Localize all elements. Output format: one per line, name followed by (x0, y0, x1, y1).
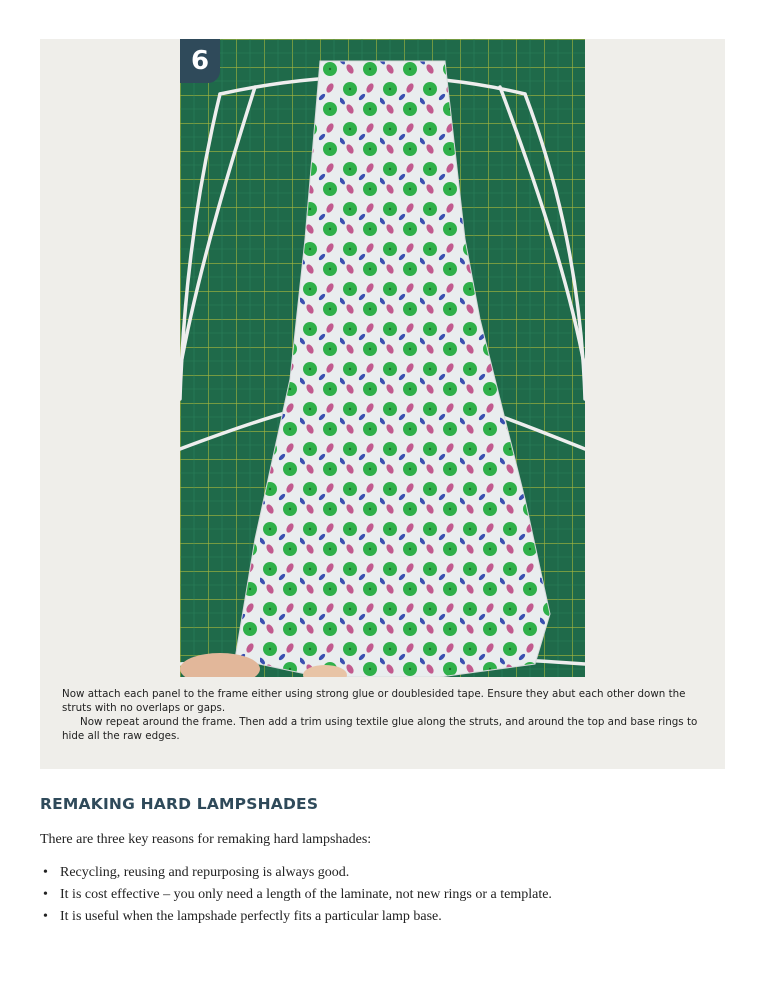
bullet-icon: • (43, 865, 48, 880)
list-item (40, 864, 552, 886)
step-caption (62, 687, 712, 743)
section-heading: REMAKING HARD LAMPSHADES (40, 795, 319, 813)
step-number-badge: 6 (180, 39, 220, 83)
caption-paragraph-1: Now attach each panel to the frame either using strong glue or doublesided tape. Ensure they abut each other down the struts with no overlaps or gaps. (62, 688, 686, 714)
list-item-text: Recycling, reusing and repurposing is always good. (60, 865, 350, 880)
bullet-icon: • (43, 909, 48, 924)
lampshade-panel-image (180, 39, 585, 677)
list-item-text: It is useful when the lampshade perfectly fits a particular lamp base. (60, 909, 442, 924)
list-item (40, 908, 552, 930)
section-intro: There are three key reasons for remaking hard lampshades: (40, 832, 372, 847)
list-item-text: It is cost effective – you only need a length of the laminate, not new rings or a template. (60, 887, 552, 902)
caption-paragraph-2: Now repeat around the frame. Then add a trim using textile glue along the struts, and around the top and base rings to hide all the raw edges. (62, 716, 698, 742)
list-item (40, 886, 552, 908)
reasons-list (40, 864, 552, 930)
bullet-icon: • (43, 887, 48, 902)
step-photo (180, 39, 585, 677)
